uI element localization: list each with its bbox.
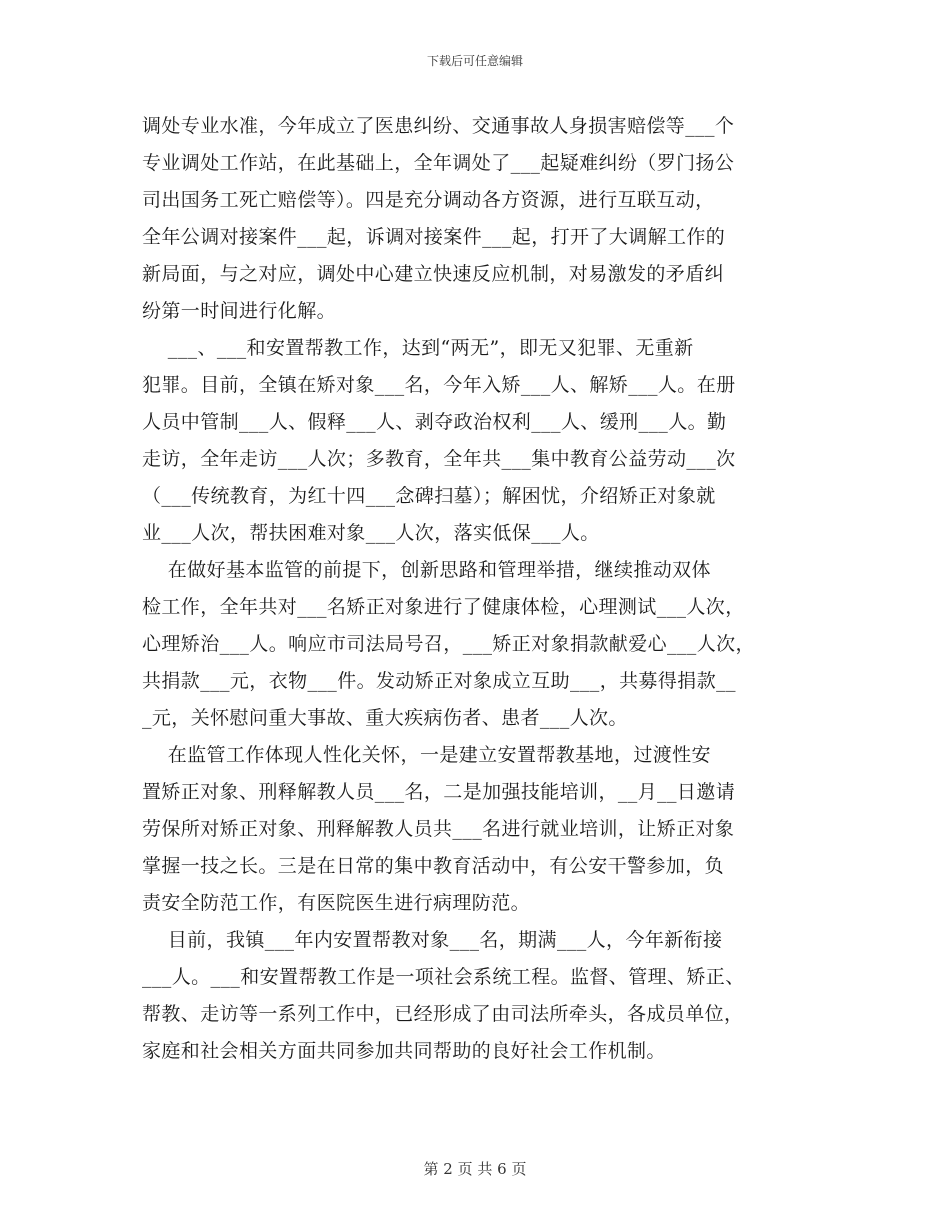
text-line: 置矫正对象、刑释解教人员___名，二是加强技能培训，__月__日邀请 — [142, 781, 736, 803]
text-line: ___、___和安置帮教工作，达到“两无”，即无又犯罪、无重新 — [142, 337, 694, 359]
text-line: 专业调处工作站，在此基础上，全年调处了___起疑难纠纷（罗门扬公 — [142, 152, 735, 174]
text-line: 调处专业水准，今年成立了医患纠纷、交通事故人身损害赔偿等___个 — [142, 115, 735, 137]
text-line: 掌握一技之长。三是在日常的集中教育活动中，有公安干警参加，负 — [142, 855, 725, 877]
page-footer: 第 2 页 共 6 页 — [423, 1160, 527, 1178]
text-line: 责安全防范工作，有医院医生进行病理防范。 — [142, 892, 531, 914]
text-line: 检工作，全年共对___名矫正对象进行了健康体检，心理测试___人次， — [142, 596, 745, 618]
text-line: 纷第一时间进行化解。 — [142, 300, 337, 322]
text-line: 在做好基本监管的前提下，创新思路和管理举措，继续推动双体 — [142, 559, 711, 581]
text-line: 走访，全年走访___人次；多教育，全年共___集中教育公益劳动___次 — [142, 448, 736, 470]
text-line: 心理矫治___人。响应市司法局号召，___矫正对象捐款献爱心___人次， — [142, 633, 755, 655]
text-line: 目前，我镇___年内安置帮教对象___名，期满___人，今年新衔接 — [142, 929, 723, 951]
text-line: 犯罪。目前，全镇在矫对象___名，今年入矫___人、解矫___人。在册 — [142, 374, 736, 396]
text-line: 人员中管制___人、假释___人、剥夺政治权利___人、缓刑___人。勤 — [142, 411, 727, 433]
text-line: 家庭和社会相关方面共同参加共同帮助的良好社会工作机制。 — [142, 1040, 666, 1062]
text-line: 全年公调对接案件___起，诉调对接案件___起，打开了大调解工作的 — [142, 226, 726, 248]
text-line: _元，关怀慰问重大事故、重大疾病伤者、患者___人次。 — [142, 707, 628, 729]
page-header: 下载后可任意编辑 — [426, 54, 523, 68]
text-line: 新局面，与之对应，调处中心建立快速反应机制，对易激发的矛盾纠 — [142, 263, 725, 285]
text-line: 业___人次，帮扶困难对象___人次，落实低保___人。 — [142, 522, 600, 544]
document-body — [142, 108, 812, 1070]
text-line: 帮教、走访等一系列工作中，已经形成了由司法所牵头，各成员单位， — [142, 1003, 744, 1025]
text-line: 在监管工作体现人性化关怀，一是建立安置帮教基地，过渡性安 — [142, 744, 711, 766]
text-line: 共捐款___元，衣物___件。发动矫正对象成立互助___，共募得捐款__ — [142, 670, 736, 692]
text-line: 司出国务工死亡赔偿等）。四是充分调动各方资源，进行互联互动， — [142, 189, 715, 211]
text-line: （___传统教育，为红十四___念碑扫墓）；解困忧，介绍矫正对象就 — [142, 485, 716, 507]
text-line: ___人。___和安置帮教工作是一项社会系统工程。监督、管理、矫正、 — [142, 966, 745, 988]
text-line: 劳保所对矫正对象、刑释解教人员共___名进行就业培训，让矫正对象 — [142, 818, 735, 840]
